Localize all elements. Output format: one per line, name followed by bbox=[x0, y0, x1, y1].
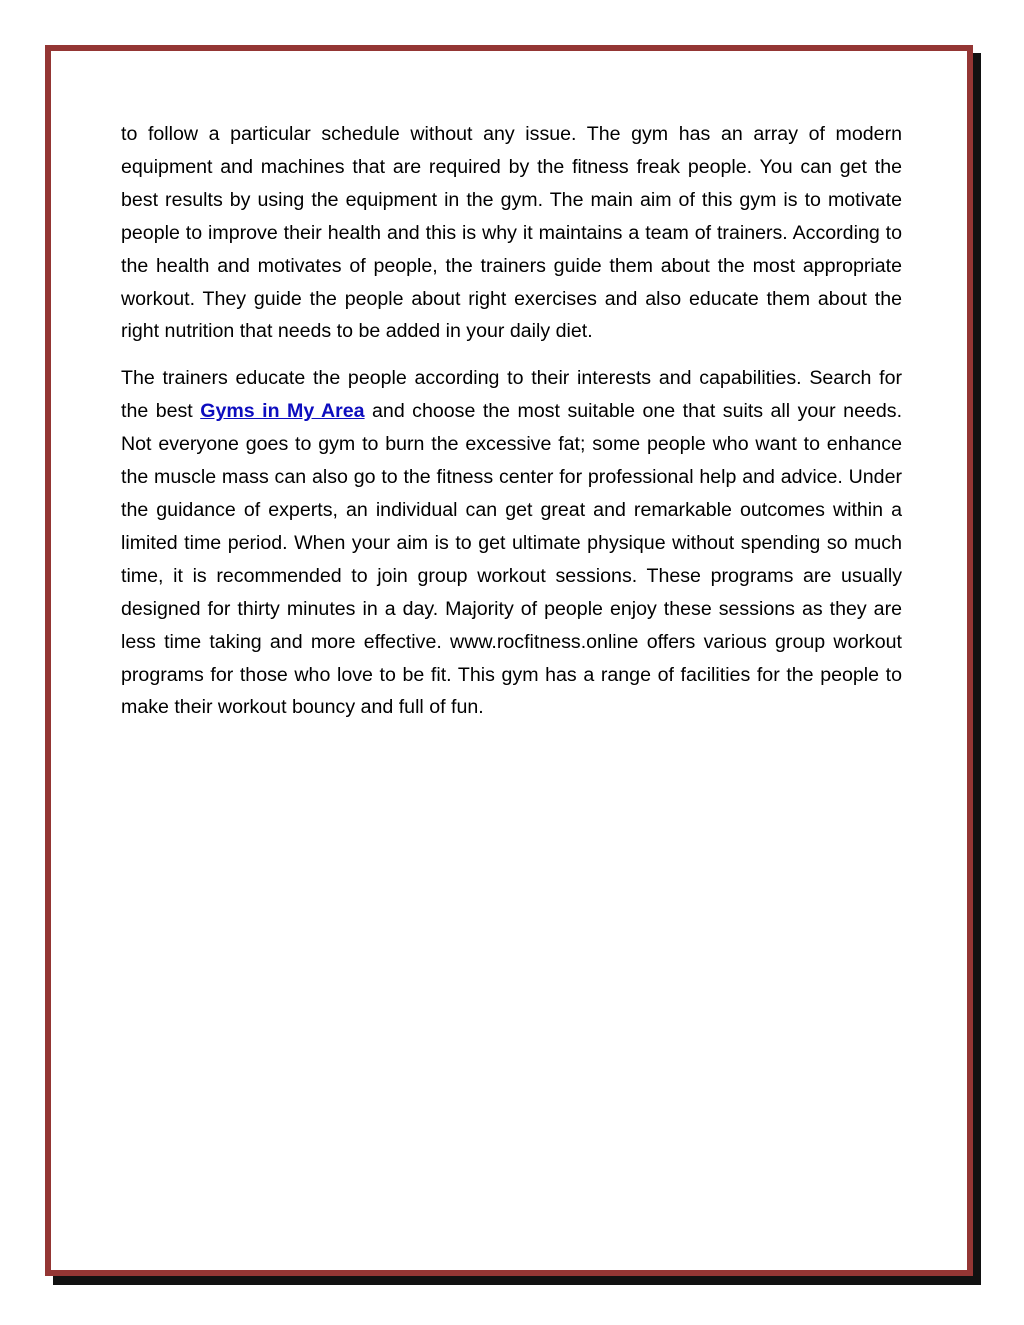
paragraph-2 bbox=[121, 362, 902, 724]
gyms-in-my-area-link[interactable]: Gyms in My Area bbox=[200, 400, 365, 423]
paragraph-2-text-before-link: The trainers educate the people according to their interests and capabilities. Search for the best bbox=[121, 367, 902, 423]
paragraph-1-text: to follow a particular schedule without any issue. The gym has an array of modern equipment and machines that are required by the fitness freak people. You can get the best results by using the equipment in the gym. The main aim of this gym is to motivate people to improve their health and this is why it maintains a team of trainers. According to the health and motivates of people, the trainers guide them about the most appropriate workout. They guide the people about right exercises and also educate them about the right nutrition that needs to be added in your daily diet. bbox=[121, 123, 902, 343]
paragraph-2-text-after-link: and choose the most suitable one that suits all your needs. Not everyone goes to gym to burn the excessive fat; some people who want to enhance the muscle mass can also go to the fitness center for professional help and advice. Under the guidance of experts, an individual can get great and remarkable outcomes within a limited time period. When your aim is to get ultimate physique without spending so much time, it is recommended to join group workout sessions. These programs are usually designed for thirty minutes in a day. Majority of people enjoy these sessions as they are less time taking and more effective. www.rocfitness.online offers various group workout programs for those who love to be fit. This gym has a range of facilities for the people to make their workout bouncy and full of fun. bbox=[121, 400, 903, 719]
paragraph-1 bbox=[121, 118, 902, 348]
document-body bbox=[121, 118, 902, 738]
